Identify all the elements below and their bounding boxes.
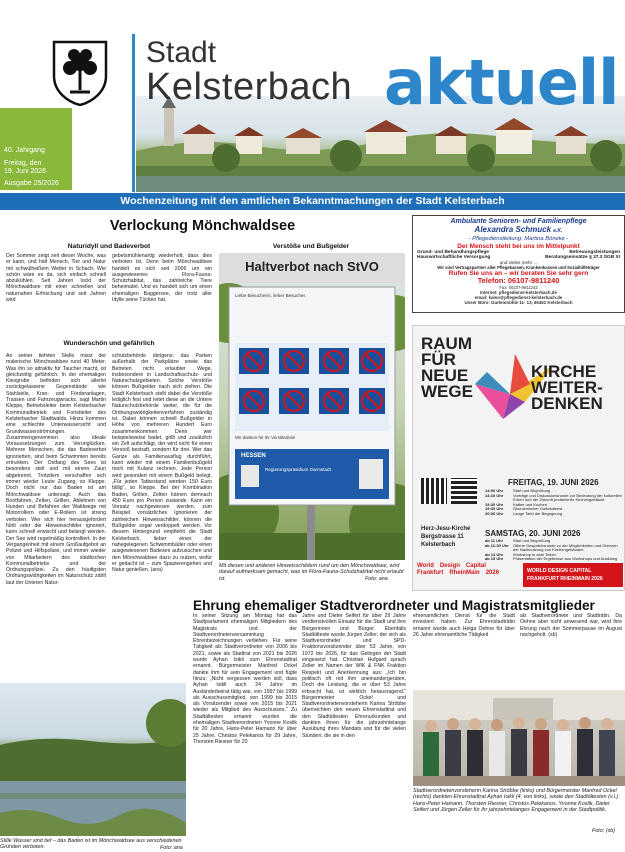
ad2-date1: FREITAG, 19. JUNI 2026 [508, 478, 599, 487]
article2-col3: ehrenamtlichen Dienst für die Stadt investiert haben. Zur Ehrenstadträtin ernannt wurde auch Helga Oehne für über 26 Jahre ehrenamtliche Tätigkeit [413, 613, 515, 638]
lake-photo-caption: Stille Wasser sind tief – das Baden ist im Mönchwaldsee aus verschiedenen Gründen verboten. [0, 838, 182, 851]
sign-photo-caption: Mit diesen und anderen Hinweisschildern rund um den Mönchwaldsee, wird darauf aufmerksam gemacht, was im Flora-Fauna-Schutzhabitat nicht erlaubt ist. [219, 563, 404, 582]
schedule-desc: Lange Tafel der Begegnung [513, 510, 563, 516]
title-aktuell: aktuell [384, 46, 619, 119]
schedule-desc: Start und Begrüßung [513, 488, 551, 493]
ausgabe-label: Ausgabe 25/2026 [4, 180, 59, 187]
article2-col2: Jahre und Dieter Seifert für über 29 Jahre verdienstvollen Einsatz für die Stadt und ihre Bürgerinnen und Bürger. Ebenfalls Stadtälteste wurde Jürgen Zeller, der sich als Stadtverordneter und SPD-Fraktionsvorsitzender über 53 Jahre, von 1972 bis 2026, für das Gelingen der Stadt eingesetzt hat. Christian Hufgard sprach Zeller im Namen der WIK & FNK Fraktion Respekt und Anerkennung aus: „Ich bin politisch oft mit ihm aneinandergeraten. Doch die Leistung, die er über 53 Jahre erbracht hat, ist wirklich herausragend.“ Bürgermeister Ockel und Stadtverordnetenvorsteherin Karina Ströbbe überreichten den neuen Ehrenstadtrat und den Stadtältesten Ehrenurkunden und dankten ihnen für die jahrzehntelange Ausübung ihres Mandats und für die vielen Stunden, die sie in den [302, 613, 406, 739]
qr-code-icon [421, 478, 447, 504]
article2-col1: In seiner Sitzung am Montag hat das Stadtparlament ehemaligen Mitgliedern des Magistrats und der Stadtverordnetenversammlung Ehrenbezeichnungen verliehen. Für seine Tätigkeit als Stadtverordneter von 2006 bis 2021, sowie als Stadtrat von 2021 bis 2026 wurde Ayhan Isikli zum Ehrenstadtrat ernannt. Bürgermeister Manfred Ockel dankte ihm für sein Engagement und fügte hinzu: „Nicht vergessen werden soll, dass Ayhan Isikli auch 24 Jahre im Ausländerbeirat tätig war, von 1997 bis 1999 als Ausschussmitglied, von 1999 bis 2015 als Vorsitzender sowie von 2015 bis 2021 wieder als Mitglied des Ausschusses.“ Zu Stadtältesten ernannt wurden die ehemaligen Stadtverordneten Yvonne Koslik für 20 Jahre, Hans-Peter Hamann für über 25 Jahre, Christos Pelekanos für 29 Jahre, Thorsten Riesner für 20 [193, 613, 297, 745]
article1-title: Verlockung Mönchwaldsee [109, 218, 296, 234]
sign-photo-credit: Foto: ana [365, 576, 388, 582]
lake-photo [0, 683, 186, 836]
coat-of-arms-icon [52, 40, 108, 106]
schedule-desc: Workshop in zwei Teilen [513, 551, 556, 557]
article1-sub3: Verstöße und Bußgelder [272, 243, 350, 250]
wdc-design: Design [439, 563, 460, 569]
ad1-title2: Alexandra Schmuck [474, 225, 552, 234]
ad1-title2-suffix: e.K. [553, 228, 563, 234]
schedule-desc: Kaffee und Kuchen [513, 501, 547, 507]
schedule-time: ab 15 Uhr [485, 556, 504, 562]
subtitle-text: Wochenzeitung mit den amtlichen Bekanntmachungen der Stadt Kelsterbach [120, 195, 505, 207]
ad1-fax: Fax: 06107-9811242 [499, 285, 538, 290]
venue-3: Kelsterbach [421, 542, 456, 548]
sign-thanks: Wir danken für Ihr Verständnis! [235, 435, 296, 440]
schedule-desc: Vorträge und Diskussionsrunde zur Bedeutung der kulturellen Erben und der Zukunft profanierter Kirchengebäude [513, 492, 622, 503]
ad2-fuer-word: FÜR [421, 350, 456, 369]
ad2-day1-schedule [485, 489, 623, 517]
ad1-title3: - Pflegedienstleitung: Martina Böneke - [468, 236, 569, 242]
sign-greeting: Liebe Besucherin, lieber Besucher, [235, 293, 306, 298]
sign-photo [219, 253, 405, 560]
jahrgang-label: 40. Jahrgang [4, 147, 45, 154]
ad1-email: email: kalso@pflegedienst-kelsterbach.de [474, 295, 563, 300]
date-line1: Freitag, den [4, 160, 42, 167]
ad1-red2: Rufen Sie uns an – wir beraten Sie sehr gern [448, 270, 589, 277]
title-kelsterbach: Kelsterbach [146, 66, 353, 108]
article2-col4: als Stadtverordnete und Stadträtin. Da Oehne aber nicht anwesend war, wird ihre Ehrung nach der Sommerpause im August nachgeholt. (sb) [520, 613, 622, 638]
article1-col1-p1: Der Sommer zeigt seit dieser Woche, was er kann, und hält Mensch, Tier und Natur mit schwülheißem Wetter in Schach. Wie schön wäre es da, sich einfach schnell abzukühlen. Seit Jahren lockt der Mönchwaldsee mit einer schnellen und naturnahen Erfrischung und seit Jahren wird [6, 253, 106, 304]
group-photo [413, 690, 625, 786]
schedule-time: 20:00 Uhr [485, 510, 504, 516]
date-line2: 19. Juni 2026 [4, 168, 47, 175]
article1-col2-p1: gebetsmühlenartig wiederholt, dass dies verboten ist. Denn beim Mönchwaldsee handelt es sich seit 2006 um ein ausgewiesenes Flora-Fauna-Schutzhabitat, das zahlreiche Tiere beheimatet. Und es handelt sich um einen ehemaligen Baggersee, der trotz aller Idylle seine Tücken hat. [112, 253, 212, 304]
wdc-capital: Capital [465, 563, 486, 569]
schedule-time: 15:30 Uhr [485, 501, 504, 507]
qr-code-icon [451, 478, 477, 504]
schedule-row [485, 557, 623, 562]
ad1-red1: Der Mensch steht bei uns im Mittelpunkt [457, 243, 580, 250]
article2-title: Ehrung ehemaliger Stadtverordneter und Magistratsmitglieder [193, 598, 595, 613]
schedule-desc: Ökumenischer Gottesdienst [513, 506, 563, 512]
article1-col1-p2: An seiner tiefsten Stelle misst der malerische Mönchwaldsee rund 40 Meter. Was ihn so attraktiv für Taucher macht, ist gleichzeitig gefährlich. In der ehemaligen Kiesgrube befinden sich allerlei zurückgelassene Gegenstände wie Stahlseile, Kran- und Förderanlagen, Trassen und Fahrzeugwracks, sagt Martin Kleppe, Betriebsleiter beim Kelsterbacher Kommunalbetrieb und Fortstleiter des Kelsterbacher Stadtwalds. Hinzu kommen eine schlechte Unterwassersicht und Grundwasserströmungen. Zusammengenommen also ideale Voraussetzungen zum Verunglücken. Mehrere Menschen, die das Badeverbot ignorierten, sind beim Schwimmen bereits ertrunken. Der Ostfang des Sees ist besonders steil und mit einem Zaun abgetrennt. Trotzdem verschaffen sich immer wieder Leute Zugang, so Kleppe. Doch nicht nur das Baden ist am Mönchwaldsee untersagt. Auch das Bootfahren, Zelten, Grillen, Ablehnen von Hunden und Befahren der Waldwege mit Motorrollern oder E-Rollern ist streng verboten. Wer sich hier herausgefordert fühlt oder die Hinweisschilder ignoriert, kann schnell erwischt und belangt werden. Der See wird regelmäßig kontrolliert. In der Vergangenheit mit einem Großaufgebot an Polizei und Hilfspolizei, und immer wieder von Mitarbeitern des städtischen Kommunalbetriebs und der Ordnungspolizei. Zu den häufigsten Ordnungswidrigkeiten im Naturschutz zählt laut der Unteren Natur- [6, 353, 106, 586]
schedule-time: ab 11:30 Uhr [485, 542, 509, 548]
ad2-date2: SAMSTAG, 20. JUNI 2026 [485, 529, 581, 538]
schedule-time: ab 11 Uhr [485, 538, 504, 543]
schedule-time: ab 13 Uhr [485, 551, 504, 557]
article1-col2-p2: schutzbehörde übrigens: das Parken außerhalb der Parkplätze sowie das Betreten nicht erlaubter Wege, insbesondere in Landschaftsschutz- und Naturschutzgebieten. Solche Verstöße können Bußgelder nach sich ziehen. Die Stadt Kelsterbach stellt dabei die Verstöße lediglich fest und leitet diese an die Untere Naturschutzbehörde weiter, die für die Ordnungswidrigkeitenverfahren zuständig ist. Dabei können schnell Bußgelder in Höhe von mehreren Hundert Euro zusammenkommen. Denn wer beispielsweise badet, grillt und zusätzlich ein Zelt aufschlägt, der wird nicht für einen Verstoß bestraft, sondern für drei. Wer das Ganze als Familienausflug durchführt, kann wieder mit einem Familienbußgeld noch mit Kulanz rechnen. Jede Person wird gesondert mit einem Bußgeld belegt. „Für jeden Tatbestand werden 150 Euro fällig“, so Kleppe. Bei der Kombination Baden, Grillen, Zelten kämen demnach 450 Euro pro Person zustande. Kann ein Vorsatz nachgewiesen werden, zum Beispiel vorsätzliches Ignorieren der zahlreichen Hinweisschilder, können die Bußgelder sogar verdoppelt werden. Vor diesem Hintergrund empfiehlt die Stadt Kelsterbach, lieber eines der nahegelegenen Schwimmbäder oder einen ausgewiesenen Badesee aufzusuchen und den Mönchwaldsee dazu zu nutzen, wofür er gedacht ist – zum Spazierengehen und Natur genießen. (ana) [112, 353, 212, 574]
title-stadt: Stadt [146, 36, 217, 69]
wdc-year: 2026 [485, 570, 500, 576]
schedule-row [485, 512, 623, 517]
group-photo-credit: Foto: (sb) [592, 828, 616, 834]
schedule-desc: Offene Gesprächsrunde zu der Möglichkeiten und Grenzen der Nachnutzung von Kirchengebäuden [513, 542, 618, 553]
ad2-neue-word: NEUE [421, 366, 469, 385]
ad2-wege-word: WEGE [421, 382, 473, 401]
article1-sub1: Naturidyll und Badeverbot [67, 243, 151, 250]
masthead [0, 0, 625, 194]
schedule-time: 14:10 Uhr [485, 492, 504, 498]
ad1-phone: Telefon: 06107-9811240 [477, 276, 560, 285]
venue-1: Herz-Jesu-Kirche [421, 526, 471, 532]
sign-hessen: HESSEN [241, 453, 266, 459]
ad1-internet: Internet: pflegedienst-kelsterbach.de [480, 290, 557, 295]
ad1-address: Unser Büro: Gartenmühle 11- 13, 65451 Kelsterbach [464, 300, 573, 305]
wdc-logo-right [523, 563, 623, 587]
ad-kirche [412, 325, 625, 591]
lake-photo-credit: Foto: ana [160, 845, 183, 851]
sign-rp: Regierungspräsidium Darmstadt [265, 467, 331, 472]
ad1-left1: Grund- und Behandlungspflege [417, 250, 489, 255]
group-photo-caption: Stadtverordnetenvorsteherin Karina Ströbbe (links) und Bürgermeister Manfred Ockel (rechts) dankten Ehrenstadtrat Ayhan Isikli (4. von links), sowie den Stadtältesten (v.l.) Hans-Peter Hamann, Thorsten Riesner, Christos Pelekanos, Yvonne Koslik, Dieter Seifert und Jürgen Zeller für ihr jahrzehntelanges Engagement in der Stadtpolitik. [413, 788, 619, 814]
ad2-kirche-block [531, 364, 603, 412]
schedule-row [485, 494, 623, 503]
schedule-time: 19:30 Uhr [485, 506, 504, 512]
schedule-desc: Start und Begrüßung [513, 538, 551, 543]
ad2-denken-word: DENKEN [531, 394, 603, 413]
ad-pflegedienst [412, 215, 625, 313]
ad1-right1: Betreuungsleistungen [569, 250, 620, 255]
ad2-raum-word: RAUM [421, 334, 472, 353]
ad2-raum-block [421, 336, 473, 400]
wdc-right-line2: FRANKFURT RHEINMAIN 2026 [527, 576, 603, 582]
ad1-mid: und vieles mehr ... [499, 260, 538, 265]
schedule-time: 14:00 Uhr [485, 488, 504, 493]
ad1-contracts: Wir sind Vertragspartner aller Pflegekassen, Krankenkassen und Sozialhilfeträger [437, 265, 600, 270]
ad1-title1: Ambulante Senioren- und Familienpflege [450, 218, 587, 225]
venue-2: Bergstrasse 11 [421, 534, 464, 540]
ad2-kirche-word: KIRCHE [531, 362, 597, 381]
ad2-weiter-word: WEITER- [531, 378, 603, 397]
wdc-world: World [417, 563, 434, 569]
ad1-left2: Hauswirtschaftliche Versorgung [417, 255, 491, 260]
wdc-right-line1: WORLD DESIGN CAPITAL [527, 568, 592, 574]
schedule-desc: Präsentation der Ergebnisse aus Workshops und Ausklang [513, 556, 618, 562]
article1-sub2: Wunderschön und gefährlich [63, 340, 155, 347]
ad2-day2-schedule [485, 539, 623, 562]
masthead-divider [132, 34, 135, 192]
sign-header-text: Haltverbot nach StVO [245, 259, 379, 274]
wdc-rheinmain: RheinMain [449, 570, 480, 576]
ad1-right2: Beratungseinsätze § 37.3 SGB XI [545, 255, 620, 260]
wdc-frankfurt: Frankfurt [417, 570, 444, 576]
wdc-logo-left [417, 563, 519, 589]
